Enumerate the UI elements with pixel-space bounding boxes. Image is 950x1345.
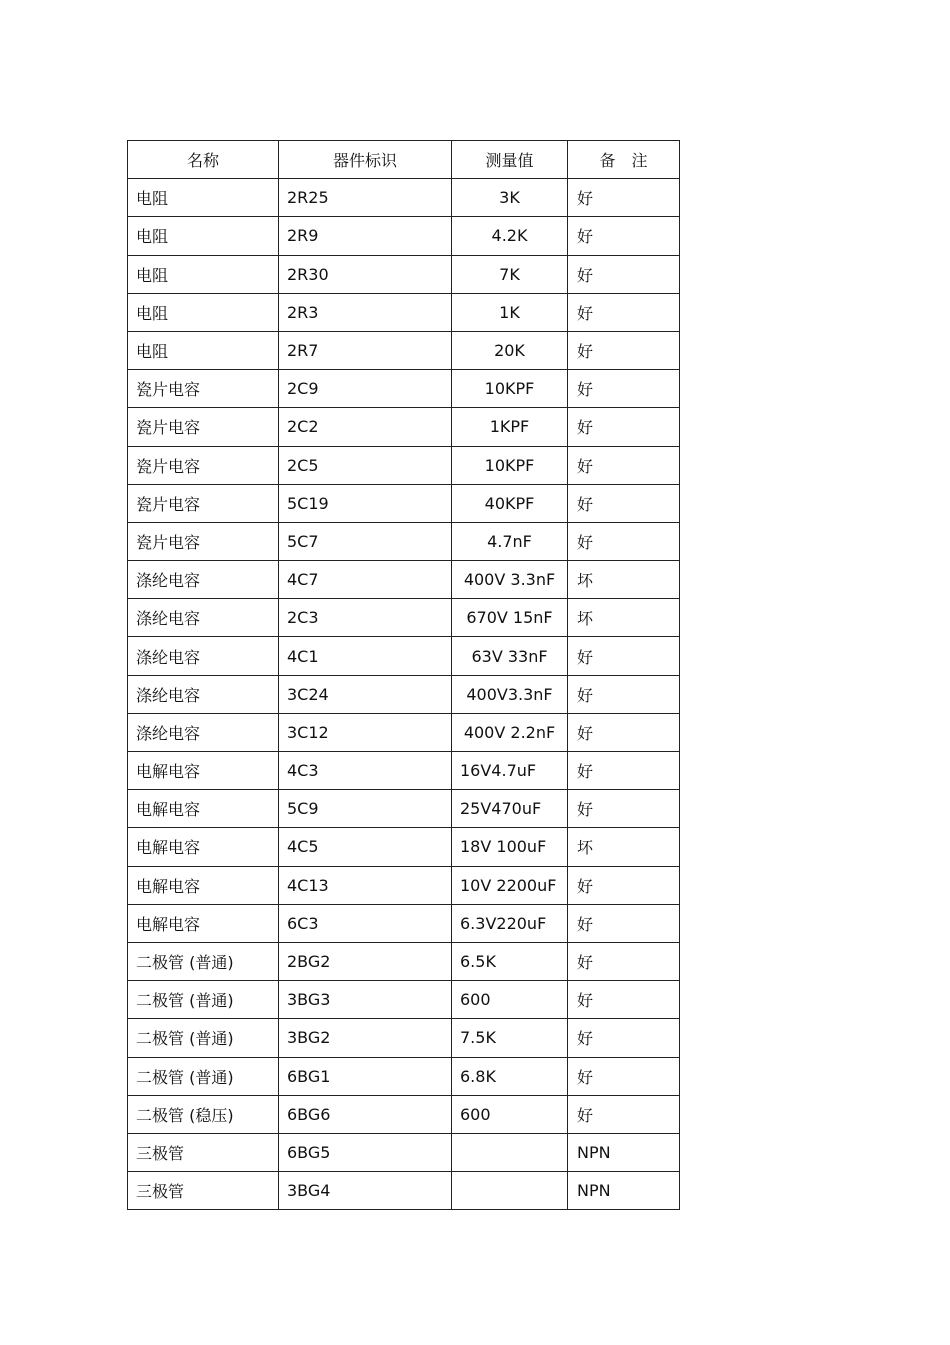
table-row <box>128 790 680 828</box>
cell-name: 电解电容 <box>128 828 279 866</box>
cell-name: 瓷片电容 <box>128 370 279 408</box>
cell-measured-value: 600 <box>452 1095 568 1133</box>
cell-remark: 好 <box>568 522 680 560</box>
cell-measured-value: 6.3V220uF <box>452 904 568 942</box>
table-row <box>128 942 680 980</box>
table-row <box>128 1095 680 1133</box>
cell-component-id: 5C9 <box>279 790 452 828</box>
cell-measured-value: 10KPF <box>452 446 568 484</box>
cell-remark: 好 <box>568 752 680 790</box>
cell-measured-value: 4.7nF <box>452 522 568 560</box>
cell-name: 电解电容 <box>128 904 279 942</box>
cell-remark: 好 <box>568 331 680 369</box>
cell-remark: NPN <box>568 1172 680 1210</box>
table-row <box>128 675 680 713</box>
cell-remark: 好 <box>568 637 680 675</box>
cell-component-id: 2C3 <box>279 599 452 637</box>
table-row <box>128 255 680 293</box>
cell-component-id: 2C2 <box>279 408 452 446</box>
cell-component-id: 3C24 <box>279 675 452 713</box>
cell-remark: 好 <box>568 1057 680 1095</box>
table-row <box>128 981 680 1019</box>
table-row <box>128 408 680 446</box>
cell-name: 电阻 <box>128 217 279 255</box>
cell-measured-value: 1KPF <box>452 408 568 446</box>
table-row <box>128 1172 680 1210</box>
cell-measured-value: 7K <box>452 255 568 293</box>
cell-component-id: 2BG2 <box>279 942 452 980</box>
cell-component-id: 5C7 <box>279 522 452 560</box>
cell-component-id: 6BG1 <box>279 1057 452 1095</box>
cell-component-id: 6BG6 <box>279 1095 452 1133</box>
cell-component-id: 2C5 <box>279 446 452 484</box>
table-row <box>128 446 680 484</box>
cell-name: 二极管 (普通) <box>128 1057 279 1095</box>
cell-measured-value <box>452 1133 568 1171</box>
cell-remark: 好 <box>568 866 680 904</box>
cell-measured-value: 18V 100uF <box>452 828 568 866</box>
cell-measured-value: 63V 33nF <box>452 637 568 675</box>
cell-name: 电解电容 <box>128 866 279 904</box>
cell-measured-value: 10KPF <box>452 370 568 408</box>
cell-component-id: 6BG5 <box>279 1133 452 1171</box>
cell-name: 瓷片电容 <box>128 408 279 446</box>
cell-component-id: 4C13 <box>279 866 452 904</box>
cell-component-id: 2R30 <box>279 255 452 293</box>
table-row <box>128 599 680 637</box>
cell-component-id: 3BG4 <box>279 1172 452 1210</box>
cell-component-id: 2R7 <box>279 331 452 369</box>
cell-measured-value: 400V3.3nF <box>452 675 568 713</box>
cell-component-id: 4C5 <box>279 828 452 866</box>
header-measured-value: 测量值 <box>452 141 568 179</box>
cell-remark: 好 <box>568 293 680 331</box>
cell-component-id: 3BG3 <box>279 981 452 1019</box>
header-remarks: 备 注 <box>568 141 680 179</box>
cell-name: 电阻 <box>128 293 279 331</box>
cell-component-id: 2R3 <box>279 293 452 331</box>
cell-component-id: 2R9 <box>279 217 452 255</box>
cell-component-id: 6C3 <box>279 904 452 942</box>
table-row <box>128 217 680 255</box>
cell-remark: 好 <box>568 408 680 446</box>
cell-remark: 好 <box>568 370 680 408</box>
cell-remark: 好 <box>568 790 680 828</box>
cell-remark: 好 <box>568 981 680 1019</box>
cell-name: 电阻 <box>128 255 279 293</box>
header-name: 名称 <box>128 141 279 179</box>
cell-measured-value: 25V470uF <box>452 790 568 828</box>
table-row <box>128 293 680 331</box>
cell-component-id: 3C12 <box>279 713 452 751</box>
cell-component-id: 3BG2 <box>279 1019 452 1057</box>
cell-remark: 好 <box>568 713 680 751</box>
cell-component-id: 4C1 <box>279 637 452 675</box>
cell-name: 二极管 (普通) <box>128 942 279 980</box>
cell-remark: 坏 <box>568 599 680 637</box>
cell-remark: 好 <box>568 179 680 217</box>
cell-remark: 好 <box>568 675 680 713</box>
cell-component-id: 2R25 <box>279 179 452 217</box>
cell-remark: 好 <box>568 1095 680 1133</box>
table-row <box>128 713 680 751</box>
cell-measured-value: 16V4.7uF <box>452 752 568 790</box>
cell-remark: 好 <box>568 255 680 293</box>
table-row <box>128 752 680 790</box>
cell-measured-value: 6.8K <box>452 1057 568 1095</box>
table-row <box>128 370 680 408</box>
cell-name: 电阻 <box>128 331 279 369</box>
cell-remark: 好 <box>568 217 680 255</box>
table-row <box>128 1057 680 1095</box>
cell-name: 涤纶电容 <box>128 561 279 599</box>
cell-measured-value: 670V 15nF <box>452 599 568 637</box>
cell-measured-value: 600 <box>452 981 568 1019</box>
table-row <box>128 904 680 942</box>
table-body <box>128 179 680 1210</box>
cell-remark: 坏 <box>568 828 680 866</box>
cell-name: 二极管 (普通) <box>128 1019 279 1057</box>
cell-remark: 好 <box>568 942 680 980</box>
cell-name: 二极管 (稳压) <box>128 1095 279 1133</box>
cell-component-id: 5C19 <box>279 484 452 522</box>
cell-name: 电阻 <box>128 179 279 217</box>
table-row <box>128 179 680 217</box>
cell-remark: NPN <box>568 1133 680 1171</box>
header-component-id: 器件标识 <box>279 141 452 179</box>
cell-name: 三极管 <box>128 1172 279 1210</box>
cell-component-id: 4C7 <box>279 561 452 599</box>
table-header-row <box>128 141 680 179</box>
cell-name: 三极管 <box>128 1133 279 1171</box>
table-row <box>128 866 680 904</box>
cell-name: 瓷片电容 <box>128 522 279 560</box>
table-row <box>128 1133 680 1171</box>
cell-name: 电解电容 <box>128 790 279 828</box>
table-row <box>128 828 680 866</box>
table-row <box>128 561 680 599</box>
cell-name: 瓷片电容 <box>128 484 279 522</box>
cell-remark: 好 <box>568 446 680 484</box>
cell-name: 涤纶电容 <box>128 713 279 751</box>
cell-measured-value: 40KPF <box>452 484 568 522</box>
cell-name: 涤纶电容 <box>128 637 279 675</box>
cell-measured-value: 400V 3.3nF <box>452 561 568 599</box>
table-row <box>128 637 680 675</box>
cell-measured-value <box>452 1172 568 1210</box>
cell-measured-value: 20K <box>452 331 568 369</box>
cell-remark: 坏 <box>568 561 680 599</box>
cell-remark: 好 <box>568 1019 680 1057</box>
cell-component-id: 2C9 <box>279 370 452 408</box>
cell-name: 电解电容 <box>128 752 279 790</box>
table-row <box>128 331 680 369</box>
cell-name: 二极管 (普通) <box>128 981 279 1019</box>
cell-measured-value: 6.5K <box>452 942 568 980</box>
cell-name: 涤纶电容 <box>128 599 279 637</box>
table-row <box>128 484 680 522</box>
cell-measured-value: 3K <box>452 179 568 217</box>
cell-measured-value: 1K <box>452 293 568 331</box>
cell-measured-value: 4.2K <box>452 217 568 255</box>
cell-name: 涤纶电容 <box>128 675 279 713</box>
cell-measured-value: 7.5K <box>452 1019 568 1057</box>
cell-remark: 好 <box>568 484 680 522</box>
component-measurement-table <box>127 140 680 1210</box>
cell-component-id: 4C3 <box>279 752 452 790</box>
cell-remark: 好 <box>568 904 680 942</box>
table-row <box>128 1019 680 1057</box>
cell-measured-value: 400V 2.2nF <box>452 713 568 751</box>
cell-measured-value: 10V 2200uF <box>452 866 568 904</box>
table-row <box>128 522 680 560</box>
cell-name: 瓷片电容 <box>128 446 279 484</box>
